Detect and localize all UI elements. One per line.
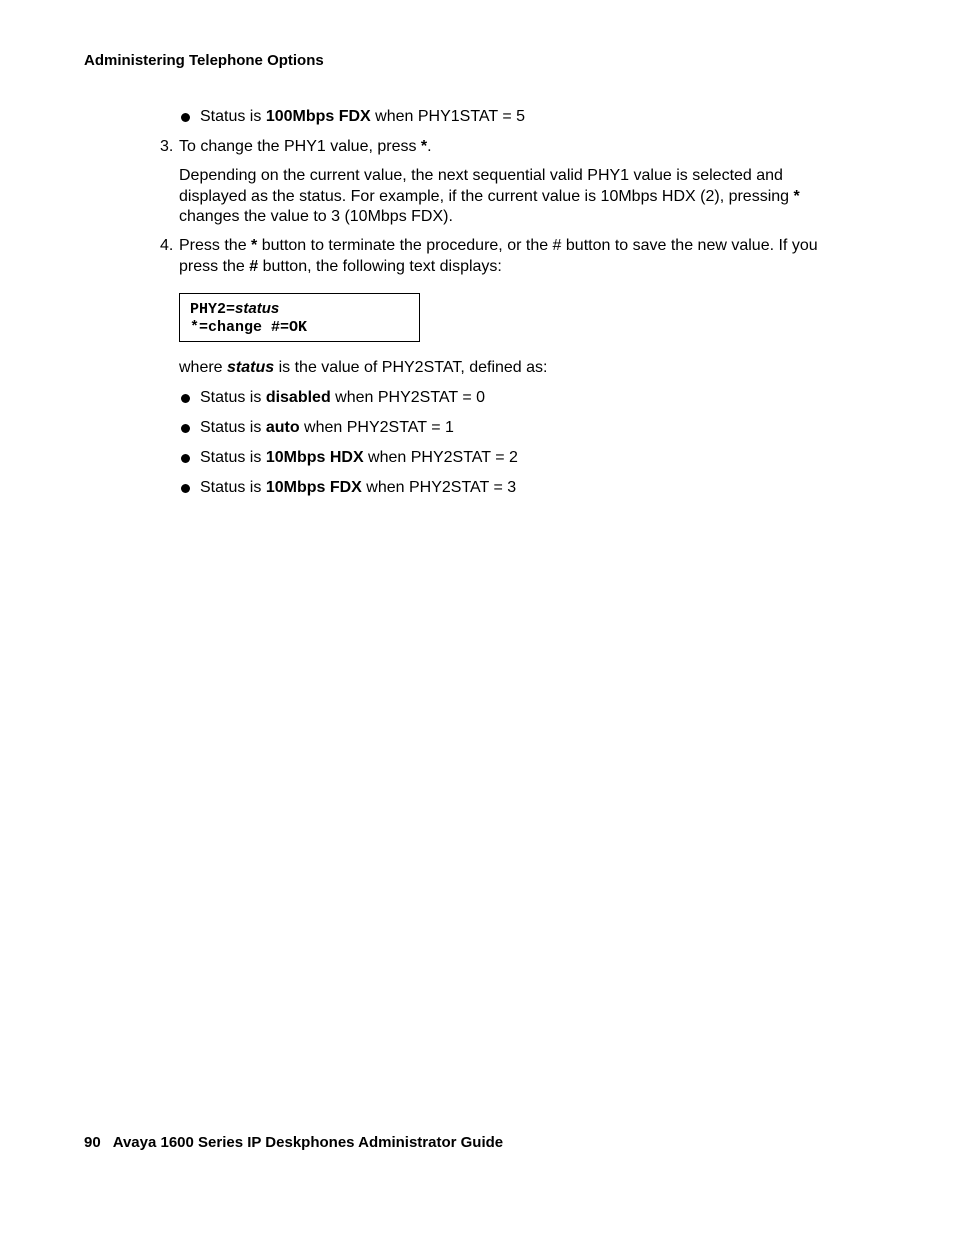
bullet-item: Status is disabled when PHY2STAT = 0 bbox=[200, 389, 486, 406]
bullet-icon bbox=[181, 484, 190, 493]
step-number: 4. bbox=[160, 237, 174, 254]
step-paragraph-line: Depending on the current value, the next sequential valid PHY1 value is selected and bbox=[179, 167, 783, 184]
definition-intro: where status is the value of PHY2STAT, defined as: bbox=[179, 359, 548, 376]
step-text: press the # button, the following text displays: bbox=[179, 258, 502, 275]
step-text: To change the PHY1 value, press *. bbox=[179, 138, 432, 155]
footer-title: Avaya 1600 Series IP Deskphones Administrator Guide bbox=[112, 1134, 504, 1151]
bullet-icon bbox=[181, 113, 190, 122]
display-line-2: *=change #=OK bbox=[190, 319, 308, 336]
step-paragraph-line: changes the value to 3 (10Mbps FDX). bbox=[179, 208, 453, 225]
bullet-icon bbox=[181, 394, 190, 403]
running-footer bbox=[84, 1134, 503, 1151]
phone-display-box bbox=[179, 293, 420, 342]
running-header: Administering Telephone Options bbox=[84, 52, 324, 69]
step-text: Press the * button to terminate the procedure, or the # button to save the new value. If you bbox=[179, 237, 818, 254]
bullet-item: Status is 100Mbps FDX when PHY1STAT = 5 bbox=[200, 108, 526, 125]
step-paragraph-line: displayed as the status. For example, if the current value is 10Mbps HDX (2), pressing * bbox=[179, 188, 800, 205]
bullet-icon bbox=[181, 424, 190, 433]
bullet-item: Status is 10Mbps HDX when PHY2STAT = 2 bbox=[200, 449, 518, 466]
bullet-item: Status is 10Mbps FDX when PHY2STAT = 3 bbox=[200, 479, 517, 496]
page-number: 90 bbox=[84, 1134, 101, 1151]
display-line-1: PHY2=status bbox=[190, 300, 280, 318]
step-number: 3. bbox=[160, 138, 174, 155]
bullet-icon bbox=[181, 454, 190, 463]
bullet-item: Status is auto when PHY2STAT = 1 bbox=[200, 419, 454, 436]
